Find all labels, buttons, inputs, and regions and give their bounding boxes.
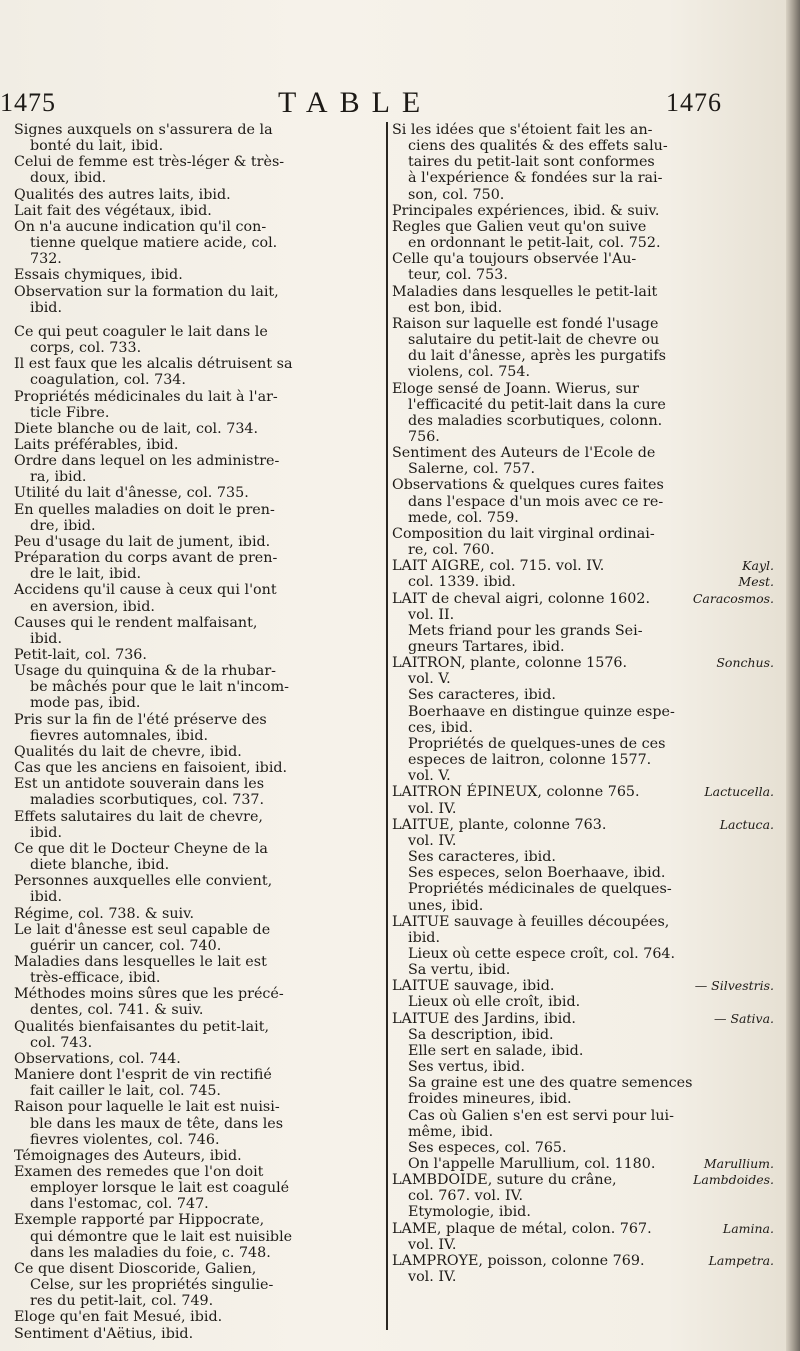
page-title: TABLE xyxy=(278,86,433,119)
index-entry-text: especes de laitron, colonne 1577. xyxy=(408,752,652,769)
index-entry-line: ibid. xyxy=(30,824,62,841)
index-entry-text: Cas où Galien s'en est servi pour lui- xyxy=(408,1107,674,1124)
index-entry-row xyxy=(392,898,782,914)
index-entry-row xyxy=(392,752,782,768)
index-entry-line: ibid. xyxy=(30,299,62,316)
index-entry-text: Lieux où cette espece croît, col. 764. xyxy=(408,945,676,962)
index-entry-line: Personnes auxquelles elle convient, xyxy=(14,873,273,890)
index-entry-line: Examen des remedes que l'on doit xyxy=(14,1164,264,1180)
index-entry-line: Il est faux que les alcalis détruisent sa xyxy=(14,356,293,373)
index-entry-row xyxy=(392,687,782,703)
index-entry-line: fievres automnales, ibid. xyxy=(30,727,209,744)
index-entry-row xyxy=(392,477,782,493)
index-entry-line: Observations, col. 744. xyxy=(14,1050,181,1067)
index-entry-line: Eloge qu'en fait Mesué, ibid. xyxy=(14,1309,223,1326)
index-entry-line: Régime, col. 738. & suiv. xyxy=(14,905,195,922)
index-entry-row xyxy=(392,607,782,623)
index-entry-line: ticle Fibre. xyxy=(30,404,110,421)
index-entry-line: On n'a aucune indication qu'il con- xyxy=(14,218,267,235)
index-entry-text: Composition du lait virginal ordinai- xyxy=(392,525,655,542)
index-entry-row xyxy=(392,170,782,186)
latin-margin-note: Caracosmos. xyxy=(692,590,774,606)
index-entry-row xyxy=(392,623,782,639)
index-entry-line: très-efficace, ibid. xyxy=(30,970,161,987)
index-entry-text: ces, ibid. xyxy=(408,719,473,736)
index-entry-line: Maniere dont l'esprit de vin rectifié xyxy=(14,1067,272,1084)
latin-margin-note: Kayl. xyxy=(742,558,774,574)
index-entry-text: LAITUE, plante, colonne 763. xyxy=(392,816,607,833)
index-entry-line: Qualités bienfaisantes du petit-lait, xyxy=(14,1018,269,1035)
index-entry-line: dre le lait, ibid. xyxy=(30,566,142,583)
index-entry-line: ble dans les maux de tête, dans les xyxy=(30,1115,284,1132)
index-entry-line: bonté du lait, ibid. xyxy=(30,138,164,155)
index-entry-line: fievres violentes, col. 746. xyxy=(30,1131,220,1148)
index-entry-text: Ses vertus, ibid. xyxy=(408,1059,525,1076)
index-entry-text: Maladies dans lesquelles le petit-lait xyxy=(392,283,658,300)
index-entry-text: col. 1339. ibid. xyxy=(408,574,516,591)
index-entry-line: Petit-lait, col. 736. xyxy=(14,647,147,663)
index-entry-line: Causes qui le rendent malfaisant, xyxy=(14,614,258,631)
index-entry-line: employer lorsque le lait est coagulé xyxy=(30,1180,290,1197)
index-entry-text: froides mineures, ibid. xyxy=(408,1091,572,1108)
index-entry-line: Accidens qu'il cause à ceux qui l'ont xyxy=(14,582,277,599)
index-entry-row xyxy=(392,655,782,671)
index-entry-line: mode pas, ibid. xyxy=(30,695,141,712)
index-entry-text: ibid. xyxy=(408,929,440,946)
index-entry-text: LAITUE sauvage, ibid. xyxy=(392,978,555,995)
index-entry-row xyxy=(392,946,782,962)
index-entry-line: Propriétés médicinales du lait à l'ar- xyxy=(14,388,278,405)
index-entry-row xyxy=(392,558,782,574)
index-entry-line: ibid. xyxy=(30,630,62,647)
index-entry-row xyxy=(392,962,782,978)
index-entry-line: Peu d'usage du lait de jument, ibid. xyxy=(14,533,271,550)
index-entry-text: Lieux où elle croît, ibid. xyxy=(408,994,581,1011)
index-entry-row xyxy=(392,235,782,251)
latin-margin-note: Lactucella. xyxy=(704,784,774,800)
index-entry-row xyxy=(392,1108,782,1124)
index-entry-text: à l'expérience & fondées sur la rai- xyxy=(408,170,663,187)
index-entry-line: en aversion, ibid. xyxy=(30,598,155,615)
index-entry-line: guérir un cancer, col. 740. xyxy=(30,937,222,954)
index-entry-row xyxy=(392,348,782,364)
index-entry-text: Mets friand pour les grands Sei- xyxy=(408,622,643,639)
index-entry-line: Est un antidote souverain dans les xyxy=(14,776,265,793)
index-entry-row xyxy=(392,187,782,203)
index-entry-line: Lait fait des végétaux, ibid. xyxy=(14,202,212,219)
index-entry-row xyxy=(392,1253,782,1269)
index-entry-line: ibid. xyxy=(30,889,62,906)
index-entry-text: LAITUE des Jardins, ibid. xyxy=(392,1010,576,1027)
index-entry-row xyxy=(392,284,782,300)
index-entry-text: Propriétés de quelques-unes de ces xyxy=(408,735,666,752)
index-entry-row xyxy=(392,1269,782,1285)
index-entry-text: LAME, plaque de métal, colon. 767. xyxy=(392,1220,652,1237)
index-entry-row xyxy=(392,138,782,154)
index-entry-text: Ses especes, selon Boerhaave, ibid. xyxy=(408,865,666,882)
index-entry-text: 756. xyxy=(408,428,440,445)
index-entry-text: Salerne, col. 757. xyxy=(408,461,536,478)
index-entry-row xyxy=(392,1221,782,1237)
index-entry-line: Qualités du lait de chevre, ibid. xyxy=(14,743,242,760)
index-entry-text: vol. IV. xyxy=(408,1269,457,1286)
index-entry-row xyxy=(392,671,782,687)
index-entry-line: maladies scorbutiques, col. 737. xyxy=(30,792,265,809)
index-entry-line: Diete blanche ou de lait, col. 734. xyxy=(14,420,259,437)
index-entry-line: Ce que disent Dioscoride, Galien, xyxy=(14,1260,257,1277)
index-entry-line: diete blanche, ibid. xyxy=(30,857,170,874)
index-entry-text: Sa graine est une des quatre semences xyxy=(408,1075,693,1092)
index-entry-line: Témoignages des Auteurs, ibid. xyxy=(14,1147,242,1164)
index-entry-row xyxy=(392,122,782,138)
index-entry-row xyxy=(392,914,782,930)
index-entry-line: Ordre dans lequel on les administre- xyxy=(14,453,280,470)
index-entry-line: Utilité du lait d'ânesse, col. 735. xyxy=(14,485,249,502)
index-entry-line: tienne quelque matiere acide, col. xyxy=(30,235,278,252)
index-entry-line: Essais chymiques, ibid. xyxy=(14,267,183,284)
index-entry-text: vol. IV. xyxy=(408,832,457,849)
index-entry-text: gneurs Tartares, ibid. xyxy=(408,639,565,655)
index-entry-line: Effets salutaires du lait de chevre, xyxy=(14,808,263,825)
index-entry-line: Laits préférables, ibid. xyxy=(14,436,179,453)
index-entry-row xyxy=(392,930,782,946)
index-entry-row xyxy=(392,1011,782,1027)
index-entry-text: Principales expériences, ibid. & suiv. xyxy=(392,202,660,219)
index-entry-row xyxy=(392,1059,782,1075)
index-entry-text: LAITRON ÉPINEUX, colonne 765. xyxy=(392,784,640,801)
latin-margin-note: Lamina. xyxy=(722,1220,774,1236)
index-entry-row xyxy=(392,1027,782,1043)
index-entry-text: mede, col. 759. xyxy=(408,509,519,526)
index-entry-line: Raison pour laquelle le lait est nuisi- xyxy=(14,1099,280,1116)
index-entry-text: On l'appelle Marullium, col. 1180. xyxy=(408,1156,656,1172)
index-entry-row xyxy=(392,1124,782,1140)
index-entry-line: Sentiment d'Aëtius, ibid. xyxy=(14,1325,194,1342)
index-entry-text: Sa description, ibid. xyxy=(408,1026,554,1043)
index-entry-text: Observations & quelques cures faites xyxy=(392,477,664,494)
index-entry-row xyxy=(392,1156,782,1172)
index-entry-text: LAMBDOIDE, suture du crâne, xyxy=(392,1172,617,1189)
index-entry-row xyxy=(392,203,782,219)
index-entry-line: qui démontre que le lait est nuisible xyxy=(30,1228,293,1245)
index-entry-line: Ce qui peut coaguler le lait dans le xyxy=(14,323,268,340)
index-entry-text: LAITRON, plante, colonne 1576. xyxy=(392,655,628,672)
index-entry-text: Ses caracteres, ibid. xyxy=(408,849,556,866)
index-entry-row xyxy=(392,251,782,267)
latin-margin-note: Lambdoides. xyxy=(693,1172,774,1188)
index-entry-text: vol. IV. xyxy=(408,1236,457,1253)
index-entry-text: salutaire du petit-lait de chevre ou xyxy=(408,332,660,349)
right-page-number: 1476 xyxy=(666,88,722,117)
index-entry-row xyxy=(392,720,782,736)
index-entry-line: Ce que dit le Docteur Cheyne de la xyxy=(14,840,268,857)
index-entry-line: Signes auxquels on s'assurera de la xyxy=(14,122,273,138)
index-entry-line: 732. xyxy=(30,251,62,268)
index-entry-line: Celui de femme est très-léger & très- xyxy=(14,154,285,171)
index-entry-row xyxy=(392,591,782,607)
index-entry-row xyxy=(392,768,782,784)
index-entry-row xyxy=(392,154,782,170)
index-entry-row xyxy=(392,574,782,590)
index-entry-line: col. 743. xyxy=(30,1034,93,1051)
index-entry-text: Ses especes, col. 765. xyxy=(408,1139,567,1156)
index-entry-text: Si les idées que s'étoient fait les an- xyxy=(392,122,653,138)
index-entry-text: vol. IV. xyxy=(408,800,457,817)
index-entry-row xyxy=(392,784,782,800)
index-entry-text: LAMPROYE, poisson, colonne 769. xyxy=(392,1252,645,1269)
index-entry-line: Observation sur la formation du lait, xyxy=(14,283,279,300)
latin-margin-note: Sonchus. xyxy=(716,655,774,671)
index-entry-text: Sentiment des Auteurs de l'Ecole de xyxy=(392,445,656,462)
index-entry-row xyxy=(392,801,782,817)
index-entry-text: LAITUE sauvage à feuilles découpées, xyxy=(392,913,670,930)
index-entry-row xyxy=(392,1091,782,1107)
index-entry-row xyxy=(392,445,782,461)
index-entry-text: son, col. 750. xyxy=(408,186,505,203)
index-entry-row xyxy=(392,865,782,881)
index-entry-row xyxy=(392,1172,782,1188)
index-entry-line: dentes, col. 741. & suiv. xyxy=(30,1002,204,1019)
index-entry-row xyxy=(392,978,782,994)
index-entry-text: Propriétés médicinales de quelques- xyxy=(408,881,672,898)
index-entry-row xyxy=(392,381,782,397)
left-page-number: 1475 xyxy=(0,88,56,117)
index-entry-row xyxy=(392,219,782,235)
index-entry-text: teur, col. 753. xyxy=(408,267,508,284)
index-entry-line: En quelles maladies on doit le pren- xyxy=(14,501,275,518)
index-entry-text: Etymologie, ibid. xyxy=(408,1204,531,1221)
index-entry-row xyxy=(392,332,782,348)
left-index-column xyxy=(14,122,376,1342)
index-entry-line: dans l'estomac, col. 747. xyxy=(30,1196,209,1213)
index-entry-row xyxy=(392,397,782,413)
index-entry-text: du lait d'ânesse, après les purgatifs xyxy=(408,348,666,365)
index-entry-line: Pris sur la fin de l'été préserve des xyxy=(14,711,267,728)
page-edge-shadow xyxy=(786,0,800,1351)
index-entry-row xyxy=(392,494,782,510)
index-entry-line: dans les maladies du foie, c. 748. xyxy=(30,1244,271,1261)
index-entry-text: col. 767. vol. IV. xyxy=(408,1188,524,1205)
index-entry-row xyxy=(392,849,782,865)
index-entry-line: doux, ibid. xyxy=(30,170,107,187)
index-entry-row xyxy=(392,526,782,542)
index-entry-text: l'efficacité du petit-lait dans la cure xyxy=(408,396,666,413)
index-entry-row xyxy=(392,542,782,558)
index-entry-line: Qualités des autres laits, ibid. xyxy=(14,186,231,203)
index-entry-text: Eloge sensé de Joann. Wierus, sur xyxy=(392,380,639,397)
column-divider xyxy=(386,122,388,1330)
index-entry-text: re, col. 760. xyxy=(408,542,495,559)
index-entry-text: unes, ibid. xyxy=(408,897,484,914)
index-entry-line: dre, ibid. xyxy=(30,517,96,534)
index-entry-row xyxy=(392,364,782,380)
index-entry-row xyxy=(392,639,782,655)
index-entry-line: corps, col. 733. xyxy=(30,340,142,357)
right-index-column xyxy=(392,122,782,1285)
index-entry-text: en ordonnant le petit-lait, col. 752. xyxy=(408,235,661,252)
index-entry-line: Exemple rapporté par Hippocrate, xyxy=(14,1212,265,1229)
index-entry-line: Usage du quinquina & de la rhubar- xyxy=(14,663,276,680)
latin-margin-note: — Silvestris. xyxy=(694,978,774,994)
index-entry-row xyxy=(392,817,782,833)
index-entry-text: Celle qu'a toujours observée l'Au- xyxy=(392,251,637,268)
index-entry-row xyxy=(392,1204,782,1220)
index-entry-row xyxy=(392,267,782,283)
index-entry-row xyxy=(392,736,782,752)
latin-margin-note: Lampetra. xyxy=(708,1252,774,1268)
index-entry-row xyxy=(392,704,782,720)
latin-margin-note: Lactuca. xyxy=(719,816,774,832)
index-entry-row xyxy=(392,300,782,316)
index-entry-text: LAIT AIGRE, col. 715. vol. IV. xyxy=(392,558,605,575)
index-entry-text: Sa vertu, ibid. xyxy=(408,962,511,979)
index-entry-text: vol. II. xyxy=(408,606,455,623)
index-entry-line: be mâchés pour que le lait n'incom- xyxy=(30,679,289,696)
index-entry-row xyxy=(392,1188,782,1204)
index-entry-row xyxy=(392,833,782,849)
index-entry-line: Préparation du corps avant de pren- xyxy=(14,550,278,567)
index-entry-text: ciens des qualités & des effets salu- xyxy=(408,138,668,155)
index-entry-text: Boerhaave en distingue quinze espe- xyxy=(408,703,675,720)
index-entry-text: Regles que Galien veut qu'on suive xyxy=(392,218,647,235)
index-entry-line: fait cailler le lait, col. 745. xyxy=(30,1083,221,1100)
index-entry-text: est bon, ibid. xyxy=(408,299,503,316)
index-entry-row xyxy=(392,881,782,897)
index-entry-row xyxy=(392,429,782,445)
index-entry-text: LAIT de cheval aigri, colonne 1602. xyxy=(392,590,650,607)
index-entry-row xyxy=(392,461,782,477)
latin-margin-note: — Sativa. xyxy=(714,1010,774,1026)
index-entry-text: des maladies scorbutiques, colonn. xyxy=(408,412,663,429)
index-entry-row xyxy=(392,1075,782,1091)
index-entry-text: dans l'espace d'un mois avec ce re- xyxy=(408,493,664,510)
index-entry-line: Celse, sur les propriétés singulie- xyxy=(30,1277,274,1294)
latin-margin-note: Marullium. xyxy=(703,1156,774,1171)
index-entry-line: res du petit-lait, col. 749. xyxy=(30,1293,214,1310)
index-entry-row xyxy=(392,510,782,526)
index-entry-line: Méthodes moins sûres que les précé- xyxy=(14,986,284,1003)
index-entry-row xyxy=(392,316,782,332)
index-entry-text: même, ibid. xyxy=(408,1123,494,1140)
index-entry-row xyxy=(392,1237,782,1253)
index-entry-text: taires du petit-lait sont conformes xyxy=(408,154,655,171)
index-entry-line: coagulation, col. 734. xyxy=(30,372,186,389)
index-entry-text: Ses caracteres, ibid. xyxy=(408,687,556,704)
index-entry-text: Elle sert en salade, ibid. xyxy=(408,1042,584,1059)
index-entry-row xyxy=(392,1140,782,1156)
index-entry-text: Raison sur laquelle est fondé l'usage xyxy=(392,315,659,332)
index-entry-row xyxy=(392,994,782,1010)
index-entry-row xyxy=(392,413,782,429)
index-entry-row xyxy=(392,1043,782,1059)
index-entry-line: Cas que les anciens en faisoient, ibid. xyxy=(14,760,288,777)
latin-margin-note: Mest. xyxy=(738,574,774,590)
index-entry-line: Le lait d'ânesse est seul capable de xyxy=(14,921,271,938)
index-entry-line: ra, ibid. xyxy=(30,469,87,486)
index-entry-line xyxy=(14,316,376,324)
index-entry-text: violens, col. 754. xyxy=(408,364,531,381)
index-entry-line: Maladies dans lesquelles le lait est xyxy=(14,953,267,970)
index-entry-text: vol. V. xyxy=(408,671,451,688)
index-entry-text: vol. V. xyxy=(408,768,451,785)
